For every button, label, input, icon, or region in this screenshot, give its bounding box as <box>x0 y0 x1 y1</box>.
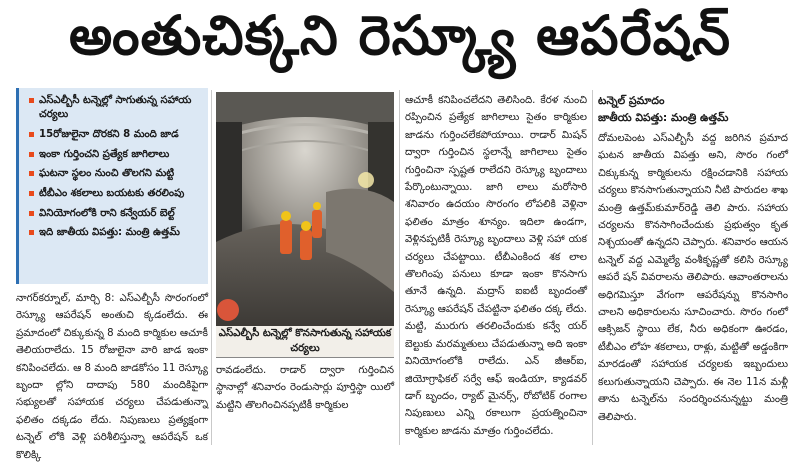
highlight-item: ఎస్ఎల్బీసీ టన్నెల్లో సాగుతున్న సహాయ చర్యలు <box>29 94 202 122</box>
column-4 <box>598 92 788 446</box>
column-divider <box>399 90 400 445</box>
column-2 <box>216 362 394 450</box>
subheading: టన్నెల్ ప్రమాదం <box>598 94 665 107</box>
column-divider <box>211 90 212 445</box>
column-divider <box>592 90 593 445</box>
subheading: జాతీయ విపత్తు: మంత్రి ఉత్తమ్ <box>598 111 729 124</box>
highlight-item: టీబీఎం శకలాలు బయటకు తరలింపు <box>29 187 202 201</box>
highlight-item: 15రోజులైనా దొరకని 8 మంది జాడ <box>29 128 202 142</box>
tunnel-rescue-photo <box>216 92 394 326</box>
highlights-box <box>16 88 208 284</box>
article-paragraph: రావడంలేదు. రాడార్ ద్వారా గుర్తించిన స్థానాల్లో శనివారం రెండుసార్లు పూర్తిస్థా యిలో మట్టిని తొలగించినప్పటికీ కార్మికుల <box>216 365 394 411</box>
column-3 <box>405 92 587 446</box>
article-paragraph: ఆచూకీ కనిపించలేదని తెలిసింది. కేరళ నుంచి రప్పించిన ప్రత్యేక జాగిలాలు సైతం కార్మికుల జాడను గుర్తించలేకపోయాయి. రాడార్ మిషన్ ద్వారా గుర్తించిన స్థలాన్నే జాగిలాలు సైతం గుర్తించినా స్పష్టత రాలేదని రెస్క్యూ బృందాలు పేర్కొంటున్నాయి. జాగి లాలు మరోసారి శనివారం ఉదయం సొరంగం లోపలికి వెళ్లినా ఫలితం మాత్రం శూన్యం. ఇదిలా ఉండగా, వెళ్లినప్పటికీ రెస్క్యూ బృందాలు వెళ్లి సహా యక చర్యలు చేపట్టాయి. టీబీఎంకింద శక లాల తొలగింపు పనులు కూడా ఇంకా కొనసాగు తూనే ఉన్నది. మద్రాస్ ఐఐటీ బృందంతో రెస్క్యూ ఆపరేషన్ చేపట్టినా ఫలితం దక్క లేదు. మట్టి, మురుగు తరలించేందుకు కన్వే యర్ బెల్టుకు మరమ్మతులు చేపడుతున్నా అది ఇంకా వినియోగంలోకి రాలేదు. ఎన్ జీఆర్ఐ, జియోగ్రాఫికల్ సర్వే ఆఫ్ ఇండియా, క్యాడవర్ డాగ్ బృందం, ర్యాట్ మైనర్స్, రోబోటిక్ రంగాల నిపుణులు ఎన్ని రకాలుగా ప్రయత్నించినా కార్మికుల జాడను మాత్రం గుర్తించలేదు. <box>405 95 587 437</box>
column-1 <box>16 290 208 461</box>
highlight-item: ఇది జాతీయ విపత్తు: మంత్రి ఉత్తమ్ <box>29 226 202 240</box>
headline: అంతుచిక్కని రెస్క్యూ ఆపరేషన్ <box>68 3 731 67</box>
article-paragraph: నాగర్‌కర్నూల్, మార్చి 8: ఎస్ఎల్బీసీ సొరంగంలో రెస్క్యూ ఆపరేషన్ అంతుచి క్కడంలేదు. ఈ ప్రమాదంలో చిక్కుకున్న 8 మంది కార్మికుల ఆచూకీ తెలియరాలేదు. 15 రోజులైనా వారి జాడ ఇంకా కనిపించలేదు. ఆ 8 మంది జాడకోసం 11 రెస్క్యూ బృందా ల్లోని దాదాపు 580 మందికిపైగా సభ్యులతో సహాయక చర్యలు చేపడుతున్నా ఫలితం దక్కడం లేదు. నిపుణులు ప్రత్యక్షంగా టన్నెల్ లోకి వెళ్లి పరిశీలిస్తున్నా ఆపరేషన్ ఒక కొలిక్కి <box>16 293 208 461</box>
tunnel-photo-illustration <box>216 92 394 326</box>
highlight-item: ఇంకా గుర్తించని ప్రత్యేక జాగిలాలు <box>29 148 202 162</box>
highlight-item: ఘటనా స్థలం నుంచి తొలగని మట్టి <box>29 167 202 181</box>
highlight-item: వినియోగంలోకి రాని కన్వేయర్ బెల్ట్ <box>29 207 202 221</box>
article-paragraph: దోమలపెంట ఎస్ఎల్బీసీ వద్ద జరిగిన ప్రమాద ఘటన జాతీయ విపత్తు అని, సొరం గంలో చిక్కుకున్న కార్మికులను రక్షించడానికి సహాయ చర్యలు కొనసాగుతున్నాయని నీటి పారుదల శాఖ మంత్రి ఉత్తమ్‌కుమార్‌రెడ్డి తెలి పారు. సహాయ చర్యలను కొనసాగించేందుకు ప్రభుత్వం కృత నిశ్చయంతో ఉన్నదని చెప్పారు. శనివారం ఆయన టన్నెల్ వద్ద ఎమ్మెల్యే వంశీకృష్ణతో కలిసి రెస్క్యూ ఆపరే షన్ వివరాలను తెలిపారు. ఆవాంతరాలను అధిగమిస్తూ వేగంగా ఆపరేషన్ను కొనసాగిం చాలని అధికారులను సూచించారు. సొరం గంలో ఆక్సిజన్ స్థాయి లేక, నీరు అధికంగా ఊరడం, టీబీఎం లోహ శకలాలు, రాళ్లు, మట్టితో అడ్డంకిగా మారడంతో సహాయక చర్యలకు ఇబ్బందులు కలుగుతున్నాయని చెప్పారు. ఈ నెల 11న మళ్లీ తాను టన్నెల్‌ను సందర్శించనున్నట్టు మంత్రి తెలిపారు. <box>598 133 788 423</box>
photo-caption: ఎస్ఎల్బీసీ టన్నెల్లో కొనసాగుతున్న సహాయక చర్యలు <box>216 326 394 358</box>
